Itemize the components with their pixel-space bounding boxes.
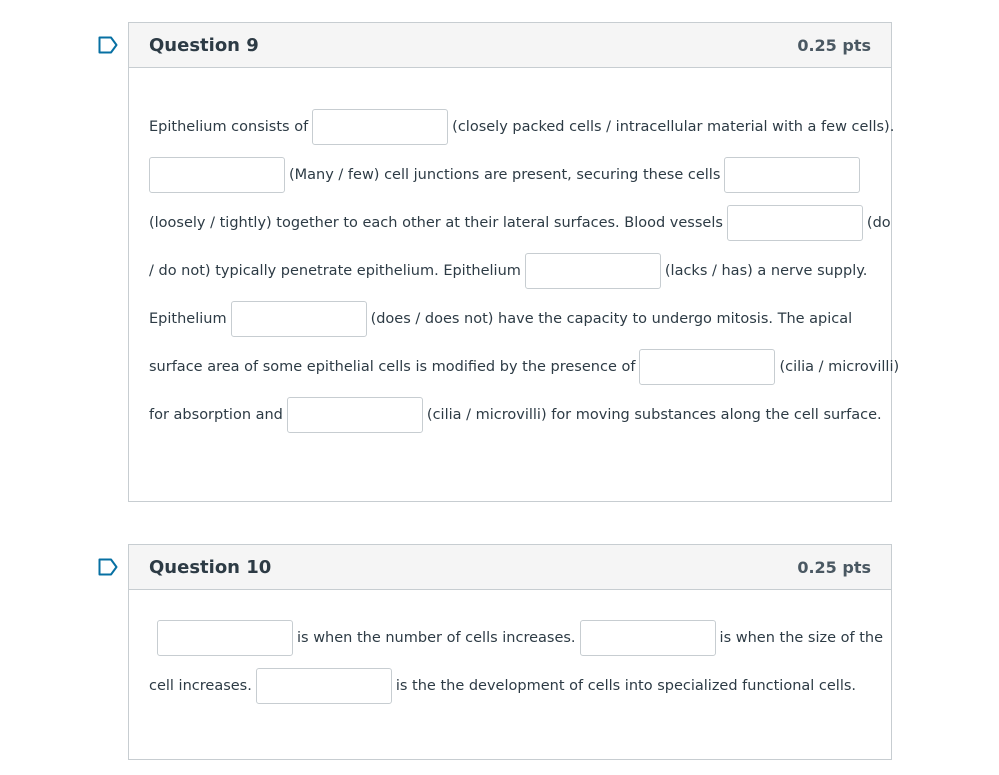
question-text: (does / does not) have the capacity to undergo mitosis. The apical (370, 311, 853, 327)
answer-blank-10[interactable] (580, 620, 716, 656)
question-9-line-1 (149, 108, 894, 146)
question-text: Epithelium (149, 311, 227, 327)
answer-blank-9[interactable] (157, 620, 293, 656)
question-10-title: Question 10 (149, 556, 272, 578)
question-text: (closely packed cells / intracellular material with a few cells). (452, 119, 895, 135)
answer-blank-2[interactable] (149, 157, 285, 193)
answer-blank-11[interactable] (256, 668, 392, 704)
question-9-points: 0.25 pts (797, 35, 871, 55)
question-text: is the the development of cells into specialized functional cells. (395, 678, 857, 694)
question-10-points: 0.25 pts (797, 557, 871, 577)
answer-blank-5[interactable] (525, 253, 661, 289)
question-text: / do not) typically penetrate epithelium. Epithelium (149, 263, 521, 279)
answer-blank-1[interactable] (312, 109, 448, 145)
question-9-line-3 (149, 204, 891, 242)
question-9-header (129, 23, 891, 68)
question-10 (128, 544, 892, 760)
question-text: (cilia / microvilli) (779, 359, 900, 375)
flag-question-9-icon[interactable] (98, 36, 118, 54)
question-text: for absorption and (149, 407, 283, 423)
question-text: is when the number of cells increases. (297, 630, 576, 646)
question-9-line-6 (149, 348, 899, 386)
question-10-line-1 (157, 619, 883, 657)
answer-blank-8[interactable] (287, 397, 423, 433)
answer-blank-7[interactable] (639, 349, 775, 385)
question-text: (Many / few) cell junctions are present, securing these cells (289, 167, 721, 183)
question-text: cell increases. (149, 678, 252, 694)
question-text: surface area of some epithelial cells is modified by the presence of (149, 359, 636, 375)
question-text: (lacks / has) a nerve supply. (664, 263, 868, 279)
question-9-line-5 (149, 300, 852, 338)
question-text: (cilia / microvilli) for moving substances along the cell surface. (426, 407, 882, 423)
answer-blank-4[interactable] (727, 205, 863, 241)
answer-blank-6[interactable] (231, 301, 367, 337)
question-text: (do (866, 215, 891, 231)
answer-blank-3[interactable] (724, 157, 860, 193)
flag-question-10-icon[interactable] (98, 558, 118, 576)
question-10-line-2 (149, 667, 856, 705)
question-text: is when the size of the (719, 630, 884, 646)
question-10-header (129, 545, 891, 590)
question-9 (128, 22, 900, 502)
question-9-line-7 (149, 396, 882, 434)
question-text: (loosely / tightly) together to each other at their lateral surfaces. Blood vessels (149, 215, 723, 231)
question-9-line-4 (149, 252, 867, 290)
question-9-title: Question 9 (149, 34, 259, 56)
question-9-line-2 (149, 156, 864, 194)
question-text: Epithelium consists of (149, 119, 309, 135)
